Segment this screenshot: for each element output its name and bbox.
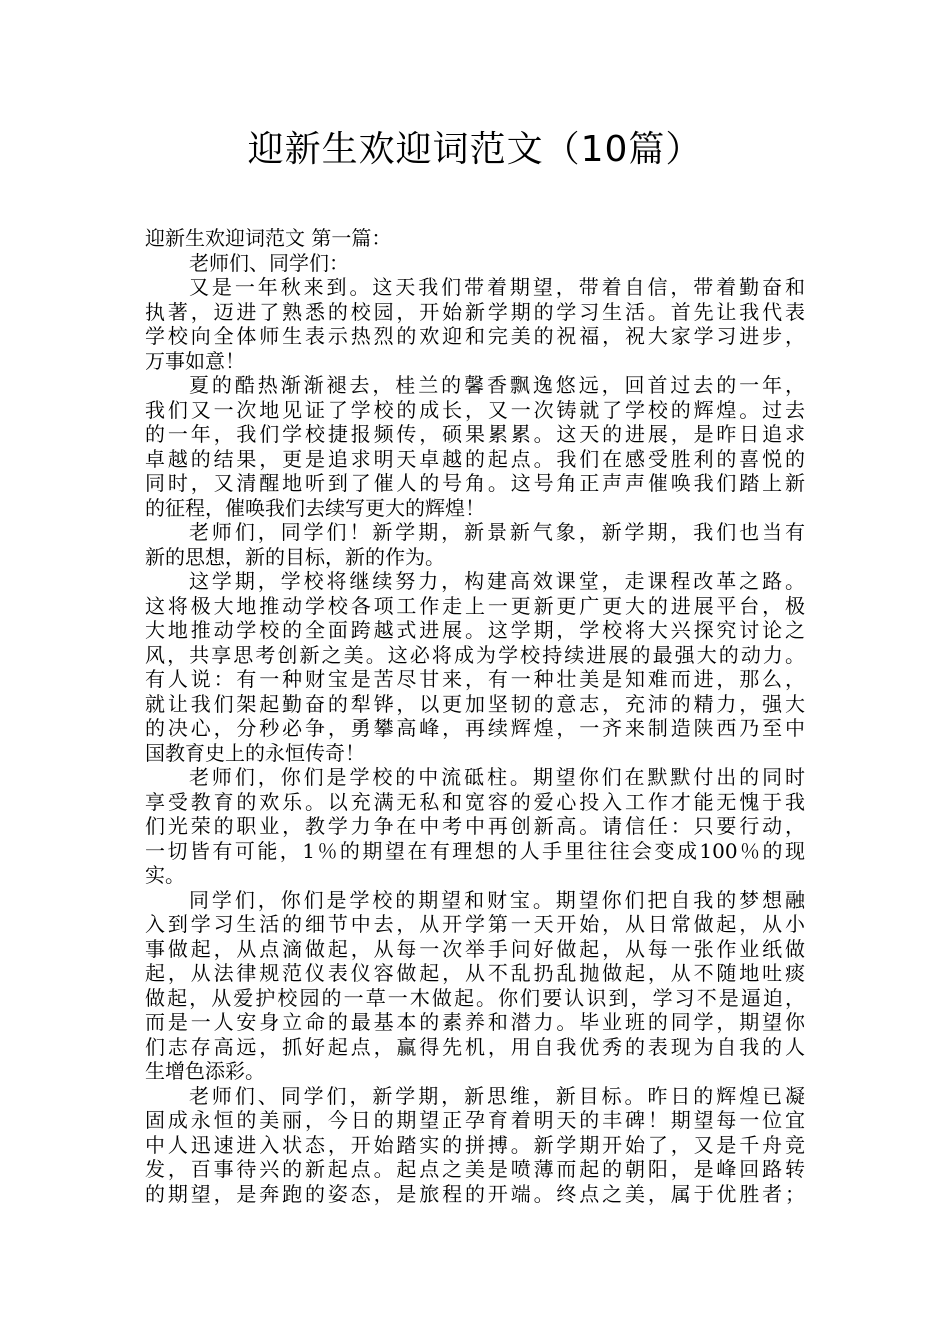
text-line: 这学期，学校将继续努力，构建高效课堂，走课程改革之路。 [189, 569, 805, 593]
document-body [145, 226, 805, 1206]
text-line: 的征程，催唤我们去续写更大的辉煌！ [145, 495, 485, 520]
text-line: 有人说：有一种财宝是苦尽甘来，有一种壮美是知难而进，那么， [145, 667, 805, 691]
text-line: 风，共享思考创新之美。这必将成为学校持续进展的最强大的动力。 [145, 642, 805, 667]
text-line: 老师们，同学们！新学期，新景新气象，新学期，我们也当有 [189, 520, 805, 544]
text-line: 新的思想，新的目标，新的作为。 [145, 544, 445, 569]
text-line: 的期望，是奔跑的姿态，是旅程的开端。终点之美，属于优胜者； [145, 1181, 805, 1206]
text-line: 卓越的结果，更是追求明天卓越的起点。我们在感受胜利的喜悦的 [145, 446, 805, 471]
text-line: 老师们，你们是学校的中流砥柱。期望你们在默默付出的同时 [189, 765, 805, 789]
text-line: 起，从法律规范仪表仪容做起，从不乱扔乱抛做起，从不随地吐痰 [145, 961, 805, 985]
text-line: 执著，迈进了熟悉的校园，开始新学期的学习生活。首先让我代表 [145, 299, 805, 324]
text-line: 同学们，你们是学校的期望和财宝。期望你们把自我的梦想融 [189, 887, 805, 912]
text-line: 发，百事待兴的新起点。起点之美是喷薄而起的朝阳，是峰回路转 [145, 1157, 805, 1181]
text-line: 迎新生欢迎词范文 第一篇： [145, 226, 392, 250]
text-line: 们光荣的职业，教学力争在中考中再创新高。请信任：只要行动， [145, 814, 805, 838]
text-line: 固成永恒的美丽，今日的期望正孕育着明天的丰碑！期望每一位宜 [145, 1108, 805, 1132]
text-line: 我们又一次地见证了学校的成长，又一次铸就了学校的辉煌。过去 [145, 397, 805, 422]
text-line: 生增色添彩。 [145, 1059, 265, 1083]
text-line: 同时，又清醒地听到了催人的号角。这号角正声声催唤我们踏上新 [145, 471, 805, 495]
document-title: 迎新生欢迎词范文（10篇） [247, 129, 703, 170]
text-line: 们志存高远，抓好起点，赢得先机，用自我优秀的表现为自我的人 [145, 1034, 805, 1059]
text-line: 万事如意！ [145, 348, 245, 373]
text-line: 入到学习生活的细节中去，从开学第一天开始，从日常做起，从小 [145, 912, 805, 936]
text-line: 享受教育的欢乐。以充满无私和宽容的爱心投入工作才能无愧于我 [145, 789, 805, 814]
text-line: 这将极大地推动学校各项工作走上一更新更广更大的进展平台，极 [145, 593, 805, 618]
text-line: 一切皆有可能，1％的期望在有理想的人手里往往会变成100％的现 [145, 838, 805, 863]
text-line: 中人迅速进入状态，开始踏实的拼搏。新学期开始了，又是千舟竞 [145, 1132, 805, 1157]
text-line: 老师们、同学们，新学期，新思维，新目标。昨日的辉煌已凝 [189, 1083, 805, 1108]
text-line: 又是一年秋来到。这天我们带着期望，带着自信，带着勤奋和 [189, 275, 805, 299]
text-line: 的决心，分秒必争，勇攀高峰，再续辉煌，一齐来制造陕西乃至中 [145, 716, 805, 740]
text-line: 学校向全体师生表示热烈的欢迎和完美的祝福，祝大家学习进步， [145, 324, 805, 348]
text-line: 实。 [145, 863, 185, 887]
text-line: 就让我们架起勤奋的犁铧，以更加坚韧的意志，充沛的精力，强大 [145, 691, 805, 716]
text-line: 老师们、同学们： [189, 250, 349, 275]
text-line: 事做起，从点滴做起，从每一次举手问好做起，从每一张作业纸做 [145, 936, 805, 961]
text-line: 而是一人安身立命的最基本的素养和潜力。毕业班的同学，期望你 [145, 1010, 805, 1034]
text-line: 大地推动学校的全面跨越式进展。这学期，学校将大兴探究讨论之 [145, 618, 805, 642]
text-line: 做起，从爱护校园的一草一木做起。你们要认识到，学习不是逼迫， [145, 985, 805, 1010]
text-line: 国教育史上的永恒传奇！ [145, 740, 365, 765]
text-line: 夏的酷热渐渐褪去，桂兰的馨香飘逸悠远，回首过去的一年， [189, 373, 805, 397]
text-line: 的一年，我们学校捷报频传，硕果累累。这天的进展，是昨日追求 [145, 422, 805, 446]
